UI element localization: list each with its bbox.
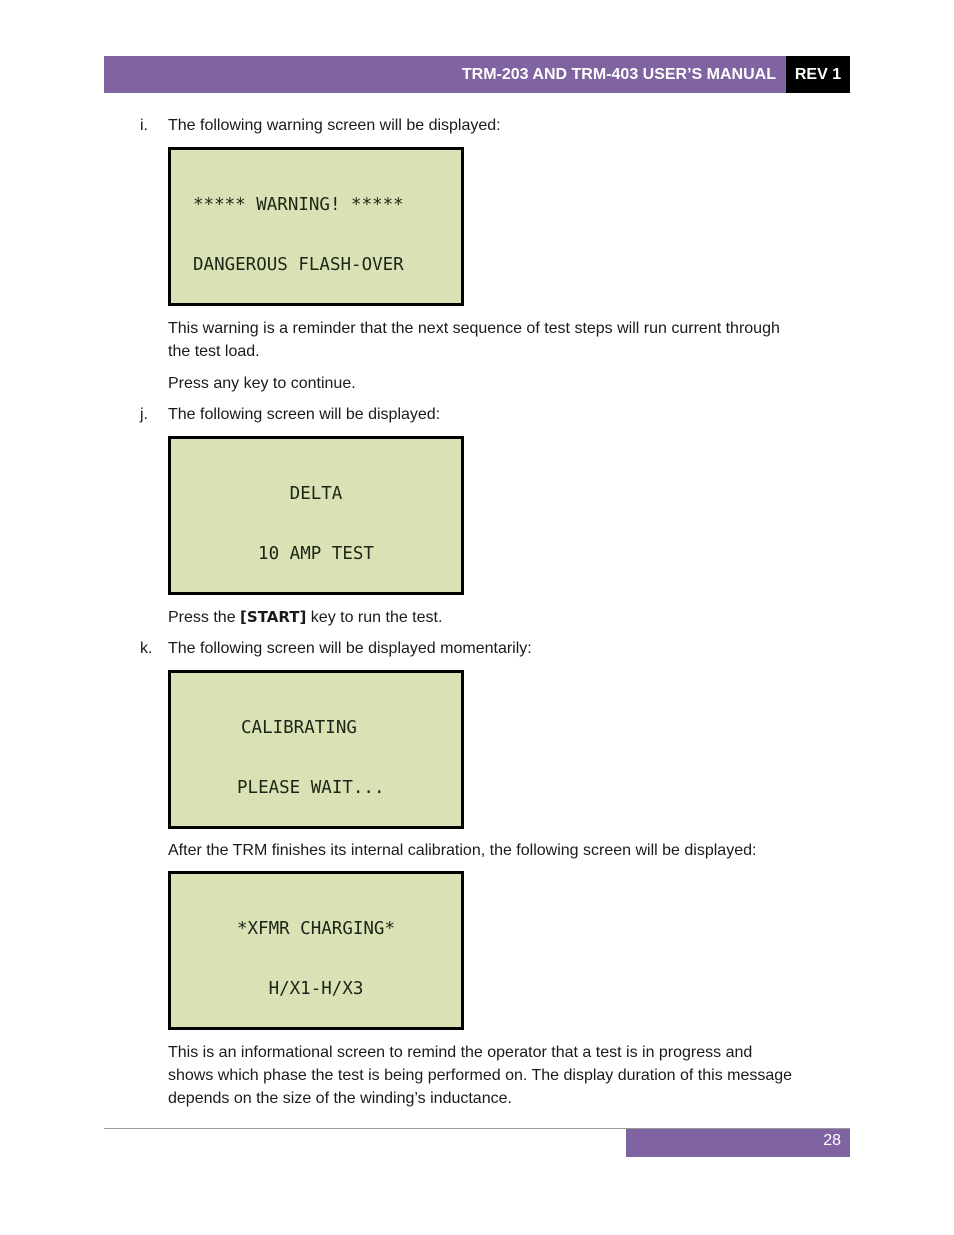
text-line: the test load.: [168, 343, 260, 360]
lcd-line: *XFMR CHARGING*: [236, 918, 396, 939]
step-text: The following screen will be displayed:: [168, 406, 441, 423]
calibration-complete-text: After the TRM finishes its internal calibration, the following screen will be displayed:: [168, 842, 757, 859]
warning-explanation: [168, 317, 840, 363]
lcd-line: DELTA: [289, 483, 343, 504]
step-text: The following screen will be displayed momentarily:: [168, 640, 532, 657]
start-key-label: [START]: [240, 608, 307, 626]
lcd-line: PLEASE WAIT...: [237, 778, 385, 799]
lcd-xfmr-charging-screen: [168, 871, 464, 1030]
continue-instruction: Press any key to continue.: [168, 375, 356, 392]
lcd-warning-screen: [168, 147, 464, 306]
text-line: shows which phase the test is being performed on. The display duration of this message: [168, 1067, 793, 1084]
lcd-line: H/X1-H/X3: [268, 979, 364, 1000]
footer-bar: [626, 1129, 850, 1157]
step-text: The following warning screen will be displayed:: [168, 117, 501, 134]
lcd-line: 10 AMP TEST: [258, 544, 374, 565]
informational-screen-explanation: [168, 1041, 840, 1110]
manual-title: TRM-203 AND TRM-403 USER’S MANUAL: [461, 66, 776, 83]
lcd-line: DANGEROUS FLASH-OVER: [193, 255, 404, 276]
lcd-text: [171, 443, 461, 595]
step-letter: i.: [140, 117, 148, 134]
revision-badge: REV 1: [786, 56, 850, 93]
instruction-prefix: Press the: [168, 609, 241, 626]
lcd-line: CALIBRATING: [241, 717, 357, 738]
header-bar: [104, 56, 786, 93]
lcd-delta-test-screen: [168, 436, 464, 595]
start-instruction: [168, 606, 840, 629]
lcd-text: [193, 154, 404, 306]
lcd-text: [237, 677, 385, 829]
step-letter: k.: [140, 640, 153, 657]
lcd-calibrating-screen: [168, 670, 464, 829]
text-line: This is an informational screen to remind the operator that a test is in progress and: [168, 1044, 753, 1061]
text-line: depends on the size of the winding’s inductance.: [168, 1090, 512, 1107]
step-letter: j.: [140, 406, 148, 423]
lcd-text: [171, 878, 461, 1030]
lcd-line: ***** WARNING! *****: [193, 194, 404, 215]
page-number: 28: [823, 1132, 841, 1149]
text-line: This warning is a reminder that the next sequence of test steps will run current through: [168, 320, 780, 337]
instruction-suffix: key to run the test.: [306, 609, 443, 626]
